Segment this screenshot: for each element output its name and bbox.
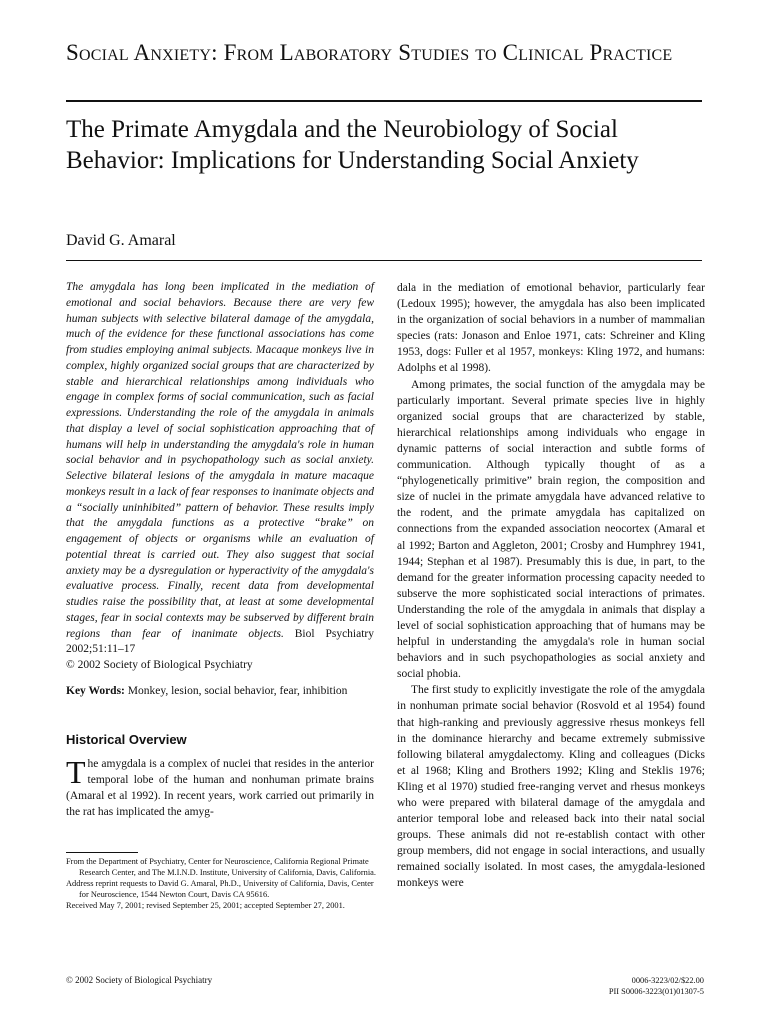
right-column: [397, 280, 705, 892]
body-paragraph-3: The first study to explicitly investigate the role of the amygdala in nonhuman primate social behavior (Rosvold et al 1954) found that high-ranking and previously aggressive rhesus monkeys fell in the dominance hierarchy and became extremely submissive following bilateral amygdalectomy. Kling and colleagues (Dicks et al 1968; Kling and Brothers 1992; Kling and Steklis 1976; Kling et al 1970) studied free-ranging vervet and rhesus monkeys who were prepared with bilateral damage of the amygdala and anterior temporal lobe and released back into their natal social groups. These animals did not re-establish contact with other group members, did not engage in social interactions, and usually remained socially isolated. In most cases, the amygdala-lesioned monkeys were: [397, 684, 705, 890]
article-title: The Primate Amygdala and the Neurobiology of Social Behavior: Implications for Understanding Social Anxiety: [66, 116, 639, 174]
series-title: Social Anxiety: From Laboratory Studies to Clinical Practice: [66, 40, 673, 65]
keywords: [66, 684, 374, 700]
footer-copyright: © 2002 Society of Biological Psychiatry: [66, 975, 213, 985]
footer-identifiers: [609, 975, 704, 997]
author-name: David G. Amaral: [66, 232, 176, 249]
author-rule: [66, 260, 702, 261]
body-paragraph-1: dala in the mediation of emotional behavior, particularly fear (Ledoux 1995); however, the amygdala has also been implicated in the organization of social behaviors in a number of mammalian species (rats: Jonason and Enloe 1971, cats: Schreiner and Kling 1953, dogs: Fuller et al 1957, monkeys: Kling 1972, and humans: Adolphs et al 1998).: [397, 282, 705, 375]
abstract-copyright: © 2002 Society of Biological Psychiatry: [66, 659, 253, 671]
footer-issn: 0006-3223/02/$22.00: [631, 976, 704, 985]
body-paragraph-2: Among primates, the social function of the amygdala may be particularly important. Several primate species live in highly organized social groups that are characterized by stable, hierarchical relationships among individuals who engage in dynamic patterns of social interaction and subtle forms of communication. Although typically thought of as a “phylogenetically primitive” brain region, the composition and size of nuclei in the primate amygdala have advanced relative to the rodent, and the primate amygdala has capitalized on connections from the expanded association neocortex (Amaral et al 1992; Barton and Aggleton, 2001; Crosby and Humphrey 1941, 1944; Stephan et al 1987). Presumably this is due, in part, to the demand for the greater information processing capacity needed to subserve the more sophisticated social interactions of primates. Understanding the role of the amygdala in animals that display a level of social sophistication approaching that of humans may be helpful in understanding the amygdala's role in human social behaviors and in such psychopathologies as social anxiety and social phobia.: [397, 378, 705, 681]
abstract: [66, 280, 374, 674]
footnote-reprints: Address reprint requests to David G. Amaral, Ph.D., University of California, Davis, Center for Neuroscience, 1544 Newton Court, Davis CA 95616.: [66, 878, 374, 899]
drop-cap: T: [66, 753, 86, 790]
intro-paragraph: [66, 753, 374, 820]
footnotes: [66, 857, 376, 912]
keywords-text: Monkey, lesion, social behavior, fear, inhibition: [127, 684, 348, 697]
footnote-affiliation: From the Department of Psychiatry, Center for Neuroscience, California Regional Primate Research Center, and The M.I.N.D. Institute, University of California, Davis, California.: [66, 857, 376, 877]
abstract-text: The amygdala has long been implicated in the mediation of emotional and social behaviors. Because there are very few human subjects with selective bilateral damage of the amygdala, much of the evidence for these functional associations has come from studies employing animal subjects. Macaque monkeys live in complex, highly organized social groups that are characterized by stable and hierarchical relationships among individuals who engage in complex forms of social communication, such as facial expressions. Understanding the role of the amygdala in animals that display a level of social sophistication approaching that of humans will help in understanding the amygdala's role in human social behavior and in psychopathology such as social anxiety. Selective bilateral lesions of the amygdala in mature macaque monkeys result in a lack of fear responses to inanimate objects and a “socially uninhibited” pattern of behavior. These results imply that the amygdala functions as a protective “brake” on engagement of objects or organisms while an evaluation of potential threat is carried out. They also suggest that social anxiety may be a dysregulation or hyperactivity of the amygdala's evaluative process. Finally, recent data from developmental studies raise the possibility that, at least at some developmental stages, fear in social contexts may be subserved by different brain regions than fear of inanimate objects.: [66, 281, 375, 640]
left-column: [66, 280, 374, 820]
section-heading: Historical Overview: [66, 731, 187, 747]
footer-pii: PII S0006-3223(01)01307-5: [608, 987, 704, 996]
intro-text: he amygdala is a complex of nuclei that resides in the anterior temporal lobe of the human and nonhuman primate brains (Amaral et al 1992). In recent years, work carried out primarily in the rat has implicated the amyg-: [66, 757, 374, 818]
abstract-citation: Biol Psychiatry 2002;51:11–17: [66, 627, 374, 656]
footnote-rule: [66, 852, 138, 853]
header-rule: [66, 100, 702, 102]
keywords-label: Key Words:: [66, 684, 125, 697]
footnote-received: Received May 7, 2001; revised September 25, 2001; accepted September 27, 2001.: [66, 900, 345, 910]
